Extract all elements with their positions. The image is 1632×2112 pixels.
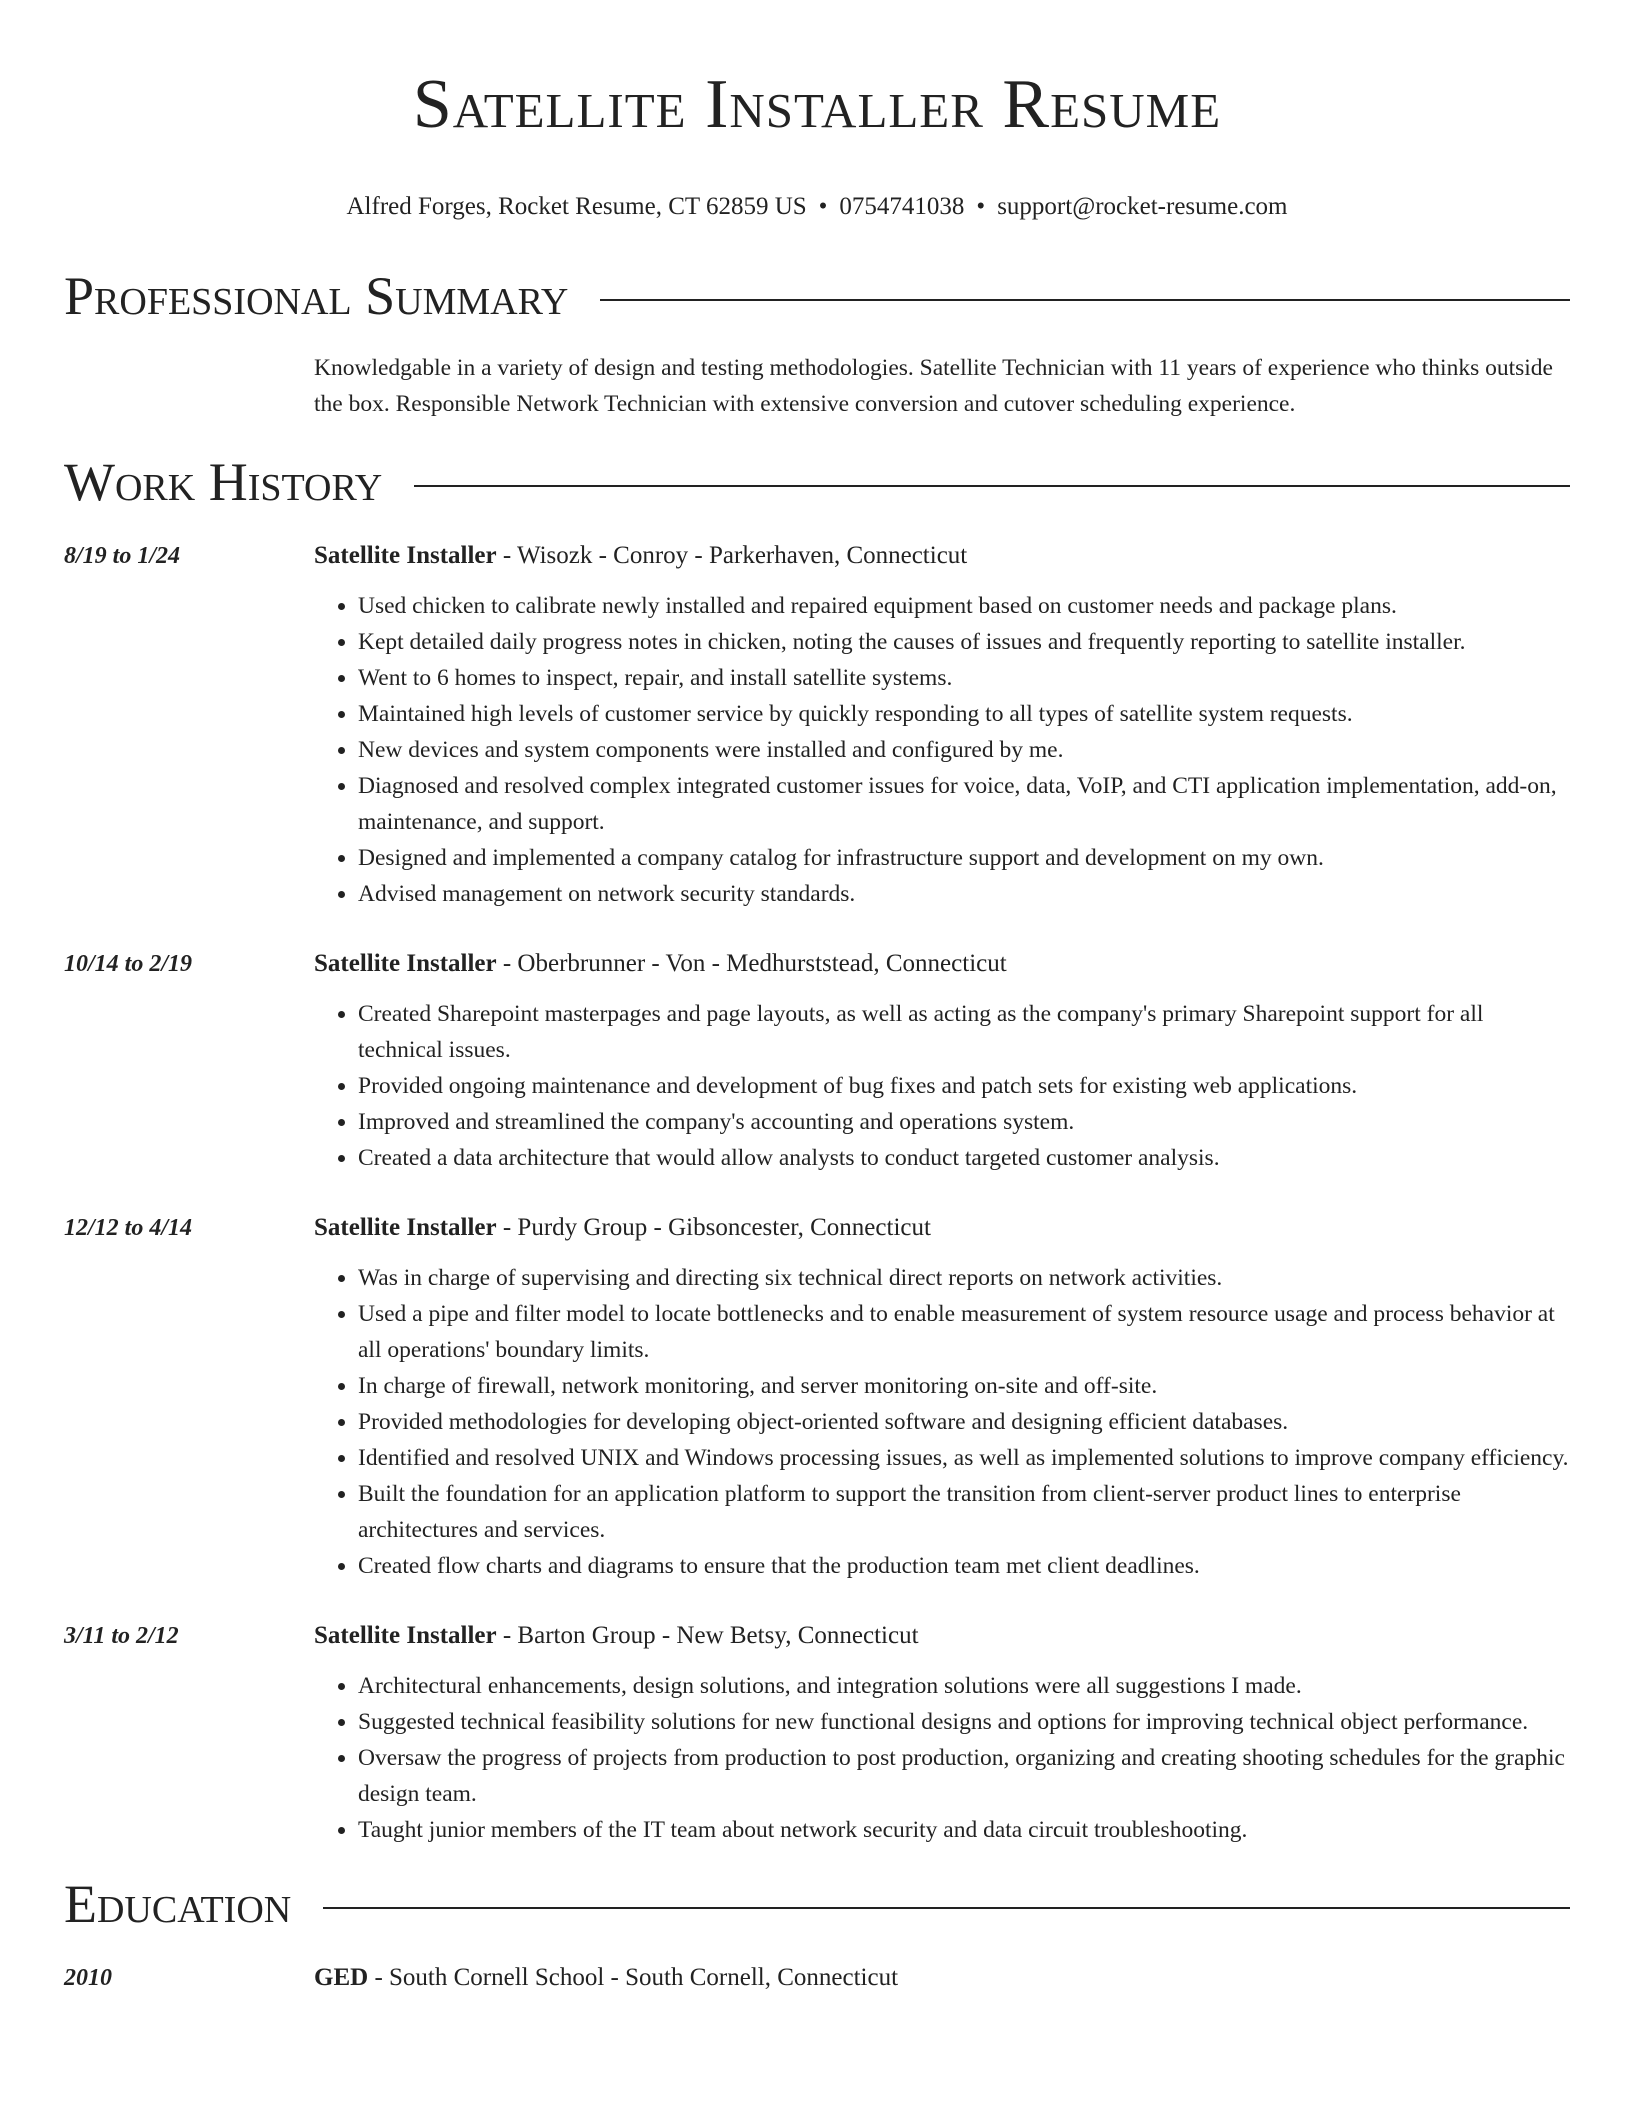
job-entry: [64, 1210, 1570, 1584]
job-details: - Wisozk - Conroy - Parkerhaven, Connecticut: [496, 542, 968, 569]
job-body: [314, 1210, 1570, 1584]
job-details: - Oberbrunner - Von - Medhurststead, Connecticut: [496, 950, 1007, 977]
resume-title: Satellite Installer Resume: [412, 66, 1222, 143]
job-role: Satellite Installer: [314, 542, 497, 569]
list-item: • Identified and resolved UNIX and Windows processing issues, as well as implemented solutions to improve company efficiency.: [358, 1440, 1570, 1476]
job-entry: [64, 1618, 1570, 1848]
job-body: [314, 538, 1570, 912]
list-item: • Used chicken to calibrate newly installed and repaired equipment based on customer needs and package plans.: [358, 588, 1570, 624]
education-line: [314, 1960, 1570, 1996]
job-dates: 8/19 to 1/24: [64, 543, 181, 569]
list-item: • Provided methodologies for developing object-oriented software and designing efficient databases.: [358, 1404, 1570, 1440]
job-dates: 12/12 to 4/14: [64, 1215, 193, 1241]
education-section-header: [64, 1874, 1570, 1934]
work-history-list: [64, 538, 1570, 1848]
contact-email: support@rocket-resume.com: [997, 193, 1288, 220]
list-item: • Provided ongoing maintenance and development of bug fixes and patch sets for existing web applications.: [358, 1068, 1570, 1104]
list-item: • Went to 6 homes to inspect, repair, and install satellite systems.: [358, 660, 1570, 696]
job-role: Satellite Installer: [314, 1622, 497, 1649]
section-rule: [600, 299, 1570, 301]
list-item: • Built the foundation for an application platform to support the transition from client-server product lines to enterprise architectures and services.: [358, 1476, 1570, 1548]
list-item: • Taught junior members of the IT team about network security and data circuit troubleshooting.: [358, 1812, 1570, 1848]
job-body: [314, 1618, 1570, 1848]
job-title-line: [314, 538, 1570, 574]
job-body: [314, 946, 1570, 1176]
list-item: • Was in charge of supervising and directing six technical direct reports on network activities.: [358, 1260, 1570, 1296]
section-rule: [414, 485, 1570, 487]
list-item: • Diagnosed and resolved complex integrated customer issues for voice, data, VoIP, and CTI application implementation, add-on, maintenance, and support.: [358, 768, 1570, 840]
job-title-line: [314, 1210, 1570, 1246]
job-dates: 3/11 to 2/12: [64, 1623, 179, 1649]
job-title-line: [314, 1618, 1570, 1654]
list-item: • Created Sharepoint masterpages and page layouts, as well as acting as the company's primary Sharepoint support for all technical issues.: [358, 996, 1570, 1068]
list-item: • Kept detailed daily progress notes in chicken, noting the causes of issues and frequently reporting to satellite installer.: [358, 624, 1570, 660]
job-dates: 10/14 to 2/19: [64, 951, 193, 977]
job-role: Satellite Installer: [314, 950, 497, 977]
list-item: • Architectural enhancements, design solutions, and integration solutions were all suggestions I made.: [358, 1668, 1570, 1704]
work-heading: Work History: [64, 452, 383, 512]
list-item: • Oversaw the progress of projects from production to post production, organizing and creating shooting schedules for the graphic design team.: [358, 1740, 1570, 1812]
job-bullets: [314, 996, 1570, 1176]
list-item: • Created flow charts and diagrams to ensure that the production team met client deadlines.: [358, 1548, 1570, 1584]
education-details: - South Cornell School - South Cornell, Connecticut: [368, 1964, 899, 1991]
list-item: • Created a data architecture that would allow analysts to conduct targeted customer analysis.: [358, 1140, 1570, 1176]
job-entry: [64, 538, 1570, 912]
education-heading: Education: [64, 1874, 292, 1934]
list-item: • Used a pipe and filter model to locate bottlenecks and to enable measurement of system resource usage and process behavior at all operations' boundary limits.: [358, 1296, 1570, 1368]
education-degree: GED: [314, 1964, 369, 1991]
summary-heading: Professional Summary: [64, 266, 569, 326]
contact-separator: •: [818, 193, 828, 220]
list-item: • Advised management on network security standards.: [358, 876, 1570, 912]
list-item: • Improved and streamlined the company's accounting and operations system.: [358, 1104, 1570, 1140]
list-item: • In charge of firewall, network monitoring, and server monitoring on-site and off-site.: [358, 1368, 1570, 1404]
work-section-header: [64, 452, 1570, 512]
list-item: • Suggested technical feasibility solutions for new functional designs and options for improving technical object performance.: [358, 1704, 1570, 1740]
job-details: - Purdy Group - Gibsoncester, Connecticut: [496, 1214, 931, 1241]
list-item: • Designed and implemented a company catalog for infrastructure support and development on my own.: [358, 840, 1570, 876]
education-body: [314, 1960, 1570, 1996]
contact-line: [64, 192, 1570, 222]
contact-separator: •: [976, 193, 986, 220]
job-details: - Barton Group - New Betsy, Connecticut: [496, 1622, 919, 1649]
section-rule: [323, 1907, 1570, 1909]
job-bullets: [314, 1668, 1570, 1848]
summary-section-header: [64, 266, 1570, 326]
job-entry: [64, 946, 1570, 1176]
summary-text: Knowledgable in a variety of design and testing methodologies. Satellite Technician with 11 years of experience who thinks outside the box. Responsible Network Technician with extensive conversion and cutover scheduling experience.: [314, 355, 1553, 417]
education-entry: [64, 1960, 1570, 1996]
education-year: 2010: [64, 1965, 112, 1991]
job-title-line: [314, 946, 1570, 982]
list-item: • New devices and system components were installed and configured by me.: [358, 732, 1570, 768]
list-item: • Maintained high levels of customer service by quickly responding to all types of satellite system requests.: [358, 696, 1570, 732]
job-role: Satellite Installer: [314, 1214, 497, 1241]
job-bullets: [314, 588, 1570, 912]
contact-address: Alfred Forges, Rocket Resume, CT 62859 US: [346, 193, 807, 220]
job-bullets: [314, 1260, 1570, 1584]
contact-phone: 0754741038: [839, 193, 965, 220]
